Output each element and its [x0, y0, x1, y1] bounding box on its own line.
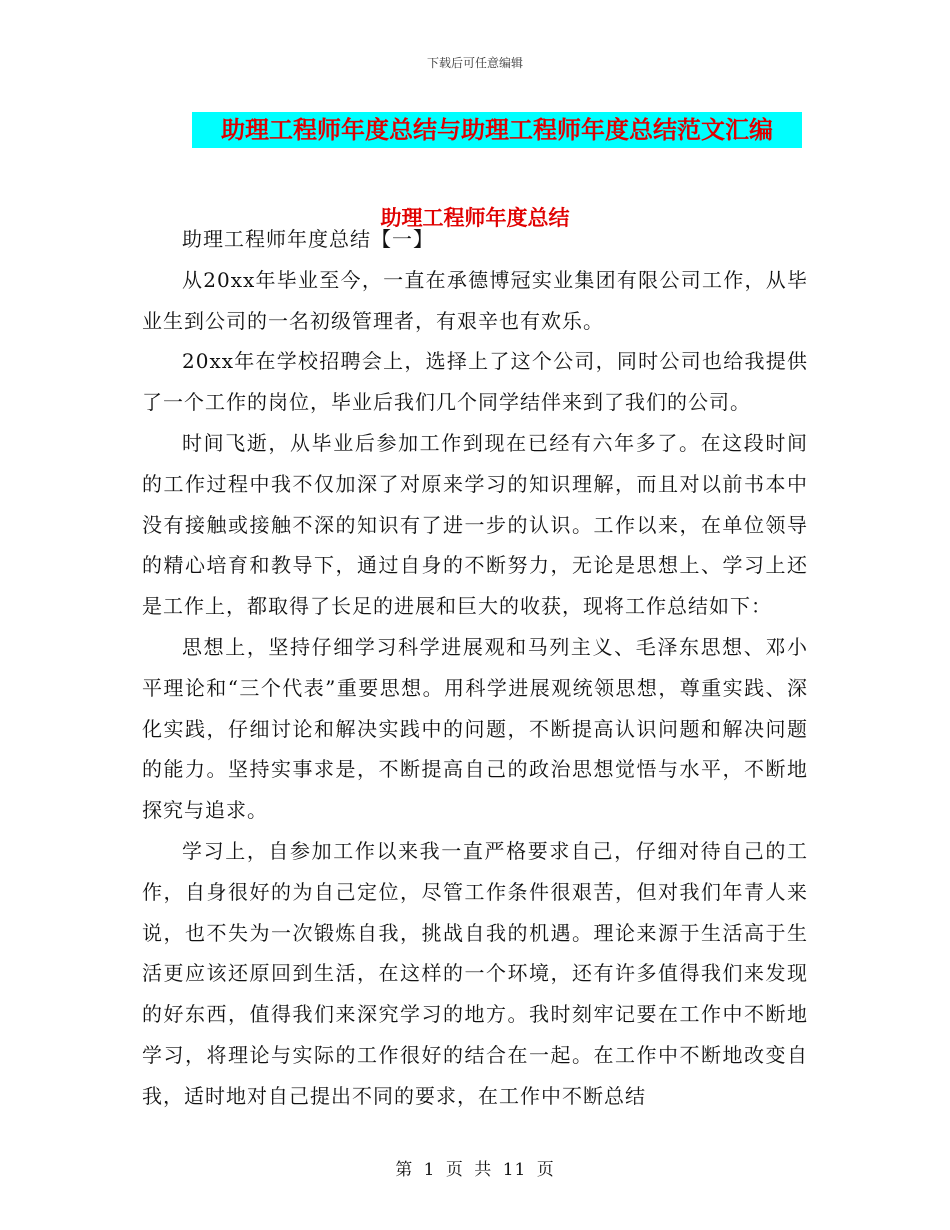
paragraph: 时间飞逝，从毕业后参加工作到现在已经有六年多了。在这段时间的工作过程中我不仅加深了对原来学习的知识理解，而且对以前书本中没有接触或接触不深的知识有了进一步的认识。工作以来，在单位领导的精心培育和教导下，通过自身的不断努力，无论是思想上、学习上还是工作上，都取得了长足的进展和巨大的收获，现将工作总结如下：: [142, 430, 808, 619]
document-body: [142, 219, 808, 1117]
paragraph: 20xx年在学校招聘会上，选择上了这个公司，同时公司也给我提供了一个工作的岗位，毕业后我们几个同学结伴来到了我们的公司。: [142, 349, 808, 415]
paragraph: 从20xx年毕业至今，一直在承德博冠实业集团有限公司工作，从毕业生到公司的一名初级管理者，有艰辛也有欢乐。: [142, 267, 808, 333]
document-title-highlight: [192, 112, 802, 148]
paragraph: 学习上，自参加工作以来我一直严格要求自己，仔细对待自己的工作，自身很好的为自己定位，尽管工作条件很艰苦，但对我们年青人来说，也不失为一次锻炼自我，挑战自我的机遇。理论来源于生活高于生活更应该还原回到生活，在这样的一个环境，还有许多值得我们来发现的好东西，值得我们来深究学习的地方。我时刻牢记要在工作中不断地学习，将理论与实际的工作很好的结合在一起。在工作中不断地改变自我，适时地对自己提出不同的要求，在工作中不断总结: [142, 838, 808, 1108]
section-title: 助理工程师年度总结: [380, 206, 570, 230]
document-title: 助理工程师年度总结与助理工程师年度总结范文汇编: [221, 116, 773, 144]
paragraph-subheading: 助理工程师年度总结【一】: [182, 227, 434, 251]
page-header-note: 下载后可任意编辑: [426, 56, 523, 70]
page-footer: 第 1 页 共 11 页: [395, 1160, 555, 1180]
paragraph: 思想上，坚持仔细学习科学进展观和马列主义、毛泽东思想、邓小平理论和“三个代表”重要思想。用科学进展观统领思想，尊重实践、深化实践，仔细讨论和解决实践中的问题，不断提高认识问题和解决问题的能力。坚持实事求是，不断提高自己的政治思想觉悟与水平，不断地探究与追求。: [142, 634, 808, 823]
